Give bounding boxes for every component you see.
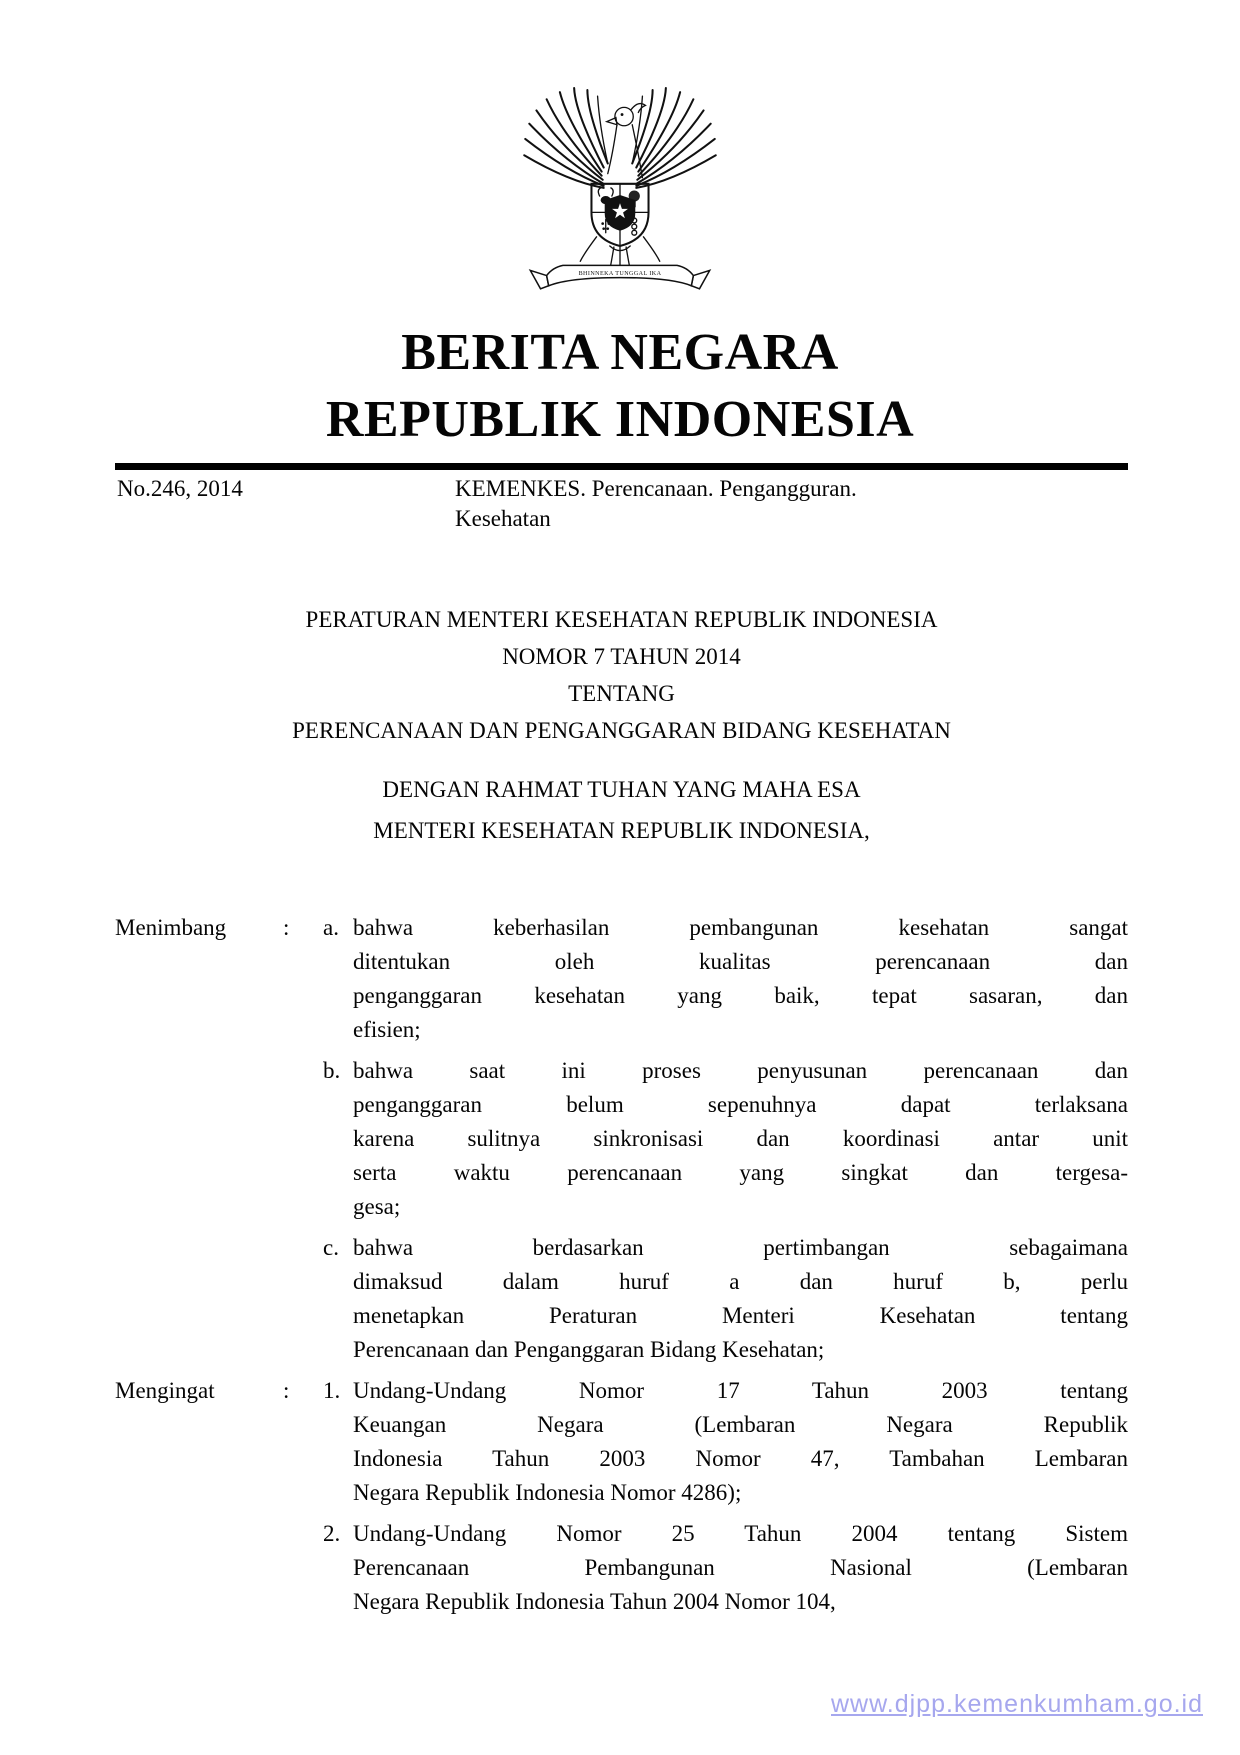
item-marker: 1. bbox=[323, 1378, 341, 1403]
menimbang-colon: : bbox=[283, 915, 290, 940]
gazette-number: No.246, 2014 bbox=[117, 476, 243, 501]
text-line: PERENCANAAN DAN PENGANGGARAN BIDANG KESEHATAN bbox=[292, 718, 951, 743]
text-line: NOMOR 7 TAHUN 2014 bbox=[502, 644, 741, 669]
menimbang-items bbox=[323, 911, 1128, 1374]
section-mengingat bbox=[115, 1374, 1128, 1626]
preamble bbox=[115, 769, 1128, 851]
text-line: karena sulitnya sinkronisasi dan koordinasi antar unit bbox=[353, 1126, 1128, 1151]
text-line: Undang-Undang Nomor 25 Tahun 2004 tentang Sistem bbox=[353, 1521, 1128, 1546]
item-text bbox=[353, 1231, 1128, 1367]
mengingat-colon: : bbox=[283, 1378, 290, 1403]
garuda-pancasila-emblem bbox=[518, 86, 722, 300]
item-marker: c. bbox=[323, 1235, 339, 1260]
list-item bbox=[323, 1374, 1128, 1510]
garuda-pancasila-icon bbox=[518, 86, 722, 300]
masthead-title bbox=[0, 319, 1240, 453]
gazette-subject bbox=[455, 474, 975, 534]
item-text bbox=[353, 1517, 1128, 1619]
text-line: MENTERI KESEHATAN REPUBLIK INDONESIA, bbox=[373, 818, 870, 843]
text-line: Indonesia Tahun 2003 Nomor 47, Tambahan Lembaran bbox=[353, 1446, 1128, 1471]
list-item bbox=[323, 1517, 1128, 1619]
text-line: penganggaran belum sepenuhnya dapat terlaksana bbox=[353, 1092, 1128, 1117]
text-line: bahwa berdasarkan pertimbangan sebagaimana bbox=[353, 1235, 1128, 1260]
item-marker: 2. bbox=[323, 1521, 341, 1546]
text-line: BERITA NEGARA bbox=[401, 324, 839, 381]
section-menimbang bbox=[115, 911, 1128, 1374]
text-line: KEMENKES. Perencanaan. Pengangguran. bbox=[455, 476, 857, 501]
menimbang-label: Menimbang bbox=[115, 915, 227, 940]
emblem-motto: BHINNEKA TUNGGAL IKA bbox=[578, 271, 662, 278]
text-line: bahwa keberhasilan pembangunan kesehatan sangat bbox=[353, 915, 1128, 940]
list-item bbox=[323, 911, 1128, 1047]
item-text bbox=[353, 1374, 1128, 1510]
text-line: Perencanaan dan Penganggaran Bidang Kesehatan; bbox=[353, 1337, 825, 1362]
text-line: Keuangan Negara (Lembaran Negara Republik bbox=[353, 1412, 1128, 1437]
text-line: REPUBLIK INDONESIA bbox=[325, 391, 915, 448]
regulation-body bbox=[115, 911, 1128, 1626]
text-line: Undang-Undang Nomor 17 Tahun 2003 tentang bbox=[353, 1378, 1128, 1403]
mengingat-label: Mengingat bbox=[115, 1378, 215, 1403]
text-line: bahwa saat ini proses penyusunan perencanaan dan bbox=[353, 1058, 1128, 1083]
text-line: gesa; bbox=[353, 1194, 401, 1219]
text-line: ditentukan oleh kualitas perencanaan dan bbox=[353, 949, 1128, 974]
text-line: PERATURAN MENTERI KESEHATAN REPUBLIK INDONESIA bbox=[305, 607, 938, 632]
masthead-rule bbox=[115, 463, 1128, 470]
text-line: DENGAN RAHMAT TUHAN YANG MAHA ESA bbox=[382, 777, 861, 802]
text-line: Kesehatan bbox=[455, 506, 551, 531]
list-item bbox=[323, 1231, 1128, 1367]
item-text bbox=[353, 911, 1128, 1047]
text-line: serta waktu perencanaan yang singkat dan tergesa- bbox=[353, 1160, 1128, 1185]
text-line: menetapkan Peraturan Menteri Kesehatan tentang bbox=[353, 1303, 1128, 1328]
text-line: penganggaran kesehatan yang baik, tepat sasaran, dan bbox=[353, 983, 1128, 1008]
item-marker: a. bbox=[323, 915, 339, 940]
text-line: efisien; bbox=[353, 1017, 421, 1042]
djpp-watermark-link[interactable]: www.djpp.kemenkumham.go.id bbox=[831, 1690, 1203, 1718]
item-text bbox=[353, 1054, 1128, 1224]
text-line: Negara Republik Indonesia Nomor 4286); bbox=[353, 1480, 742, 1505]
text-line: TENTANG bbox=[568, 681, 675, 706]
mengingat-items bbox=[323, 1374, 1128, 1626]
text-line: Perencanaan Pembangunan Nasional (Lembaran bbox=[353, 1555, 1128, 1580]
item-marker: b. bbox=[323, 1058, 341, 1083]
regulation-title bbox=[115, 601, 1128, 749]
text-line: Negara Republik Indonesia Tahun 2004 Nomor 104, bbox=[353, 1589, 836, 1614]
text-line: dimaksud dalam huruf a dan huruf b, perlu bbox=[353, 1269, 1128, 1294]
list-item bbox=[323, 1054, 1128, 1224]
